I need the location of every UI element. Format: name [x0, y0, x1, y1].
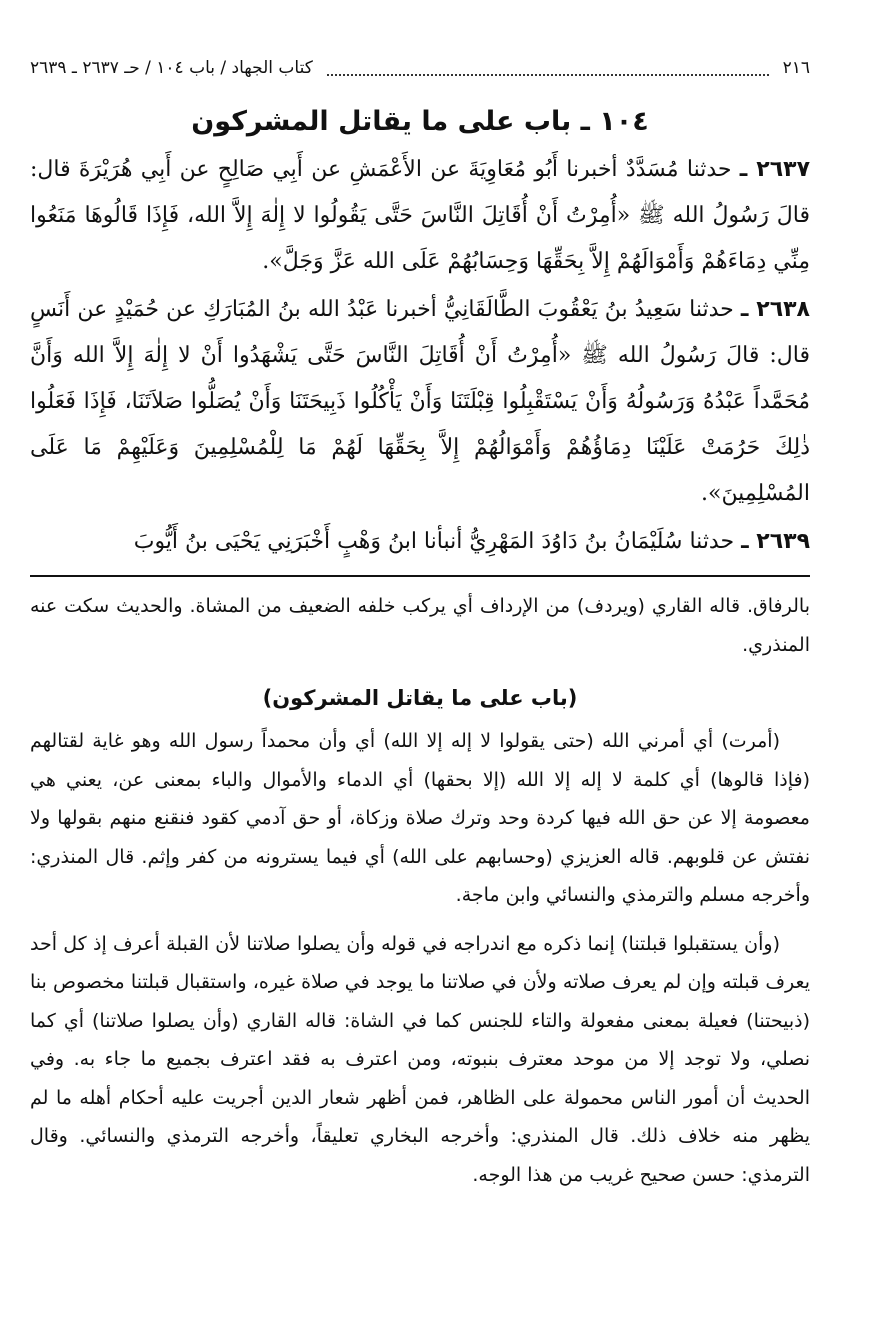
hadith-number: ٢٦٣٩ ـ — [741, 529, 810, 554]
hadith-text: حدثنا سُلَيْمَانُ بنُ دَاوُدَ المَهْرِيُّ أنبأنا ابنُ وَهْبٍ أَخْبَرَنِي يَحْيَى بنُ أَيُّوبَ — [133, 529, 735, 554]
page-number: ٢١٦ — [782, 58, 810, 78]
hadith-text: حدثنا مُسَدَّدٌ أخبرنا أَبُو مُعَاوِيَةَ عن الأَعْمَشِ عن أَبِي صَالِحٍ عن أَبِي هُرَيْرَةَ قال: قالَ رَسُولُ الله ﷺ «أُمِرْتُ أَنْ أُقَاتِلَ النَّاسَ حَتَّى يَقُولُوا لا إِلٰهَ إِلاَّ الله، فَإِذَا قَالُوهَا مَنَعُوا مِنِّي دِمَاءَهُمْ وَأَمْوَالَهُمْ إِلاَّ بِحَقِّهَا وَحِسَابُهُمْ عَلَى الله عَزَّ وَجَلَّ». — [30, 157, 810, 274]
hadith-number: ٢٦٣٧ ـ — [739, 157, 810, 182]
page-header — [30, 48, 810, 88]
commentary-paragraph: (وأن يستقبلوا قبلتنا) إنما ذكره مع اندراجه في قوله وأن يصلوا صلاتنا لأن القبلة أعرف إذ كل أحد يعرف قبلته وإن لم يعرف صلاته ولأن في صلاتنا ما يوجد في صلاة غيره، واستقبال قبلتنا مخصوص بنا (ذبيحتنا) فعيلة بمعنى مفعولة والتاء للجنس كما في الشاة: قاله القاري (وأن يصلوا صلاتنا) أي كما نصلي، ولا توجد إلا من موحد معترف بنبوته، ومن اعترف به فقد اعترف بجميع ما جاء به. وفي الحديث أن أمور الناس محمولة على الظاهر، فمن أظهر شعار الدين أجريت عليه أحكام أهله ما لم يظهر منه خلاف ذلك. قال المنذري: وأخرجه البخاري تعليقاً، وأخرجه الترمذي والنسائي. وقال الترمذي: حسن صحيح غريب من هذا الوجه. — [30, 932, 810, 1186]
hadith-2637 — [30, 147, 810, 285]
hadith-2638 — [30, 287, 810, 517]
footnote-divider — [30, 575, 810, 577]
commentary-paragraph: (أمرت) أي أمرني الله (حتى يقولوا لا إله إلا الله) أي وأن محمداً رسول الله وهو غاية لقتالهم (فإذا قالوها) أي كلمة لا إله إلا الله (إلا بحقها) أي الدماء والأموال والباء بمعنى عن، يعني هي معصومة إلا عن حق الله فيها كردة وحد وترك صلاة وزكاة، أو حق آدمي كقود فنقنع منهم بقولها ولا نفتش عن قلوبهم. قاله العزيزي (وحسابهم على الله) أي فيما يسترونه من كفر وإثم. قال المنذري: وأخرجه مسلم والترمذي والنسائي وابن ماجة. — [30, 730, 810, 906]
commentary-top-paragraph: بالرفاق. قاله القاري (ويردف) من الإرداف أي يركب خلفه الضعيف من المشاة. والحديث سكت عنه المنذري. — [30, 595, 810, 656]
hadith-2639 — [30, 519, 810, 565]
running-title: كتاب الجهاد / باب ١٠٤ / حـ ٢٦٣٧ ـ ٢٦٣٩ — [30, 58, 313, 78]
chapter-title: ١٠٤ ـ باب على ما يقاتل المشركون — [191, 106, 649, 137]
commentary-section-title: (باب على ما يقاتل المشركون) — [262, 686, 578, 710]
document-page — [30, 48, 810, 1194]
header-dotted-rule — [327, 60, 769, 76]
hadith-number: ٢٦٣٨ ـ — [740, 297, 810, 322]
hadith-text: حدثنا سَعِيدُ بنُ يَعْقُوبَ الطَّالَقَانِيُّ أخبرنا عَبْدُ الله بنُ المُبَارَكِ عن حُمَيْدٍ عن أَنَسٍ قال: قالَ رَسُولُ الله ﷺ «أُمِرْتُ أَنْ أُقَاتِلَ النَّاسَ حَتَّى يَشْهَدُوا أَنْ لا إِلٰهَ إِلاَّ الله وَأَنَّ مُحَمَّداً عَبْدُهُ وَرَسُولُهُ وَأَنْ يَسْتَقْبِلُوا قِبْلَتَنَا وَأَنْ يَأْكُلُوا ذَبِيحَتَنَا وَأَنْ يُصَلُّوا صَلاَتَنَا، فَإِذَا فَعَلُوا ذٰلِكَ حَرُمَتْ عَلَيْنَا دِمَاؤُهُمْ وَأَمْوَالُهُمْ إِلاَّ بِحَقِّهَا لَهُمْ مَا لِلْمُسْلِمِينَ وَعَلَيْهِمْ مَا عَلَى المُسْلِمِينَ». — [30, 297, 811, 506]
